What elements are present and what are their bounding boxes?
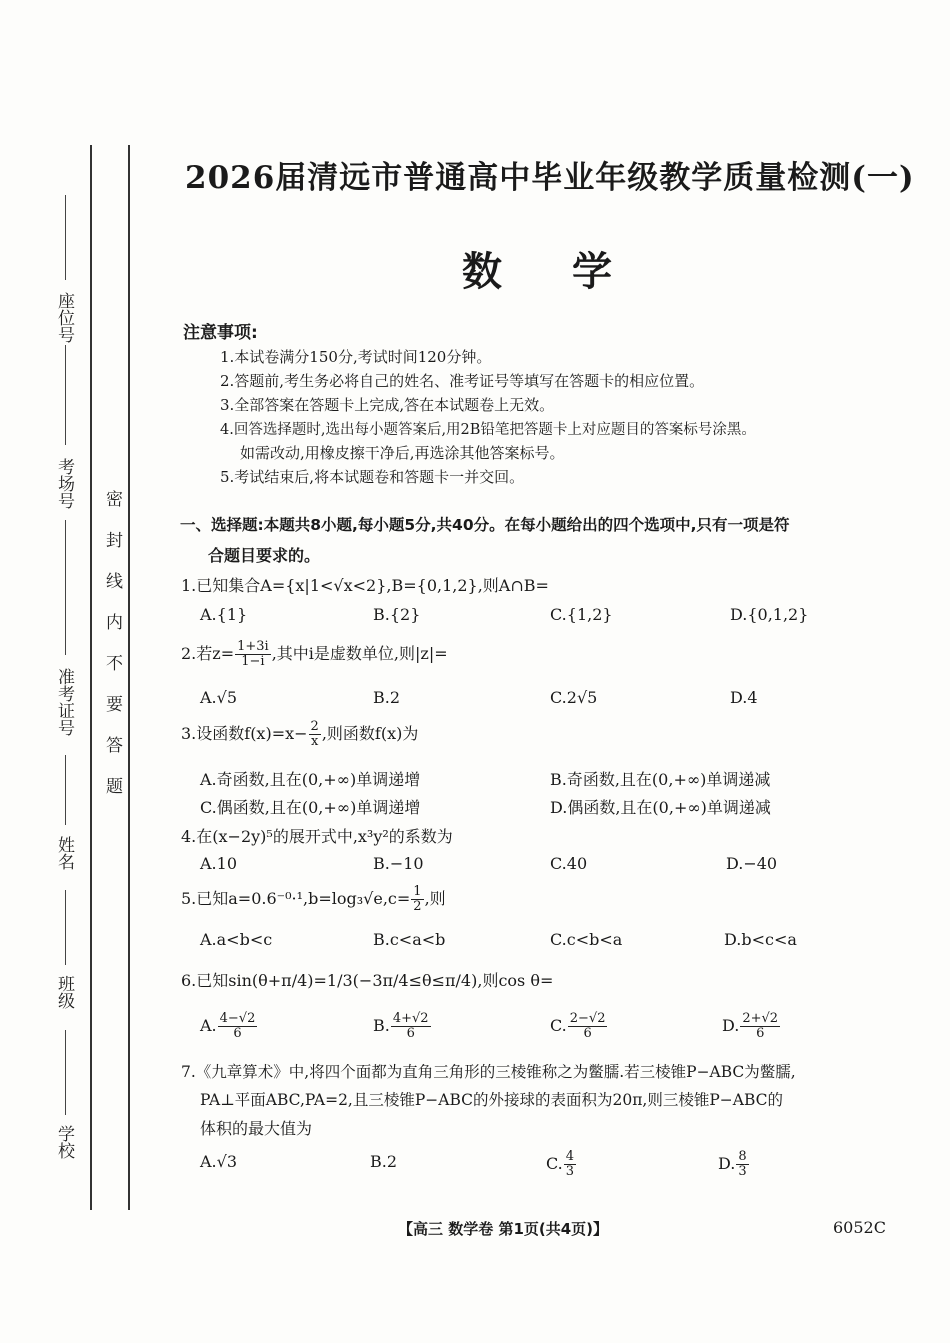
- question-1-option-c: C.{1,2}: [550, 605, 613, 624]
- question-4-option-c: C.40: [550, 854, 588, 873]
- notice-item: 1.本试卷满分150分,考试时间120分钟。: [220, 348, 492, 366]
- option-label: B.: [373, 1016, 390, 1035]
- question-6-option-a: [200, 1012, 258, 1041]
- question-4-option-b: B.−10: [373, 854, 424, 873]
- option-fraction: [564, 1150, 576, 1179]
- question-5-stem-pre: 5.已知a=0.6⁻⁰·¹,b=log₃√e,c=: [181, 889, 411, 908]
- question-7-stem-line: 7.《九章算术》中,将四个面都为直角三角形的三棱锥称之为鳖臑.若三棱锥P−ABC为鳖臑,: [181, 1063, 796, 1081]
- option-denominator: 3: [738, 1164, 747, 1179]
- binding-line-right: [128, 145, 130, 1210]
- option-label: A.: [200, 1016, 217, 1035]
- question-3-option-b: B.奇函数,且在(0,+∞)单调递减: [550, 770, 771, 789]
- option-label: D.: [722, 1016, 740, 1035]
- question-1-option-d: D.{0,1,2}: [730, 605, 809, 624]
- question-7-option-a: A.√3: [200, 1152, 238, 1171]
- question-2-option-a: A.√5: [200, 688, 238, 707]
- name-blank[interactable]: [65, 755, 66, 825]
- question-5-stem-post: ,则: [424, 889, 446, 908]
- question-2-denominator: 1−i: [241, 654, 265, 669]
- option-denominator: 3: [565, 1164, 575, 1179]
- question-6-stem: 6.已知sin(θ+π/4)=1/3(−3π/4≤θ≤π/4),则cos θ=: [181, 971, 554, 990]
- option-label: C.: [550, 1016, 567, 1035]
- notice-item: 2.答题前,考生务必将自己的姓名、准考证号等填写在答题卡的相应位置。: [220, 372, 705, 390]
- binding-line-left: [90, 145, 92, 1210]
- question-3-option-d: D.偶函数,且在(0,+∞)单调递减: [550, 798, 771, 817]
- option-fraction: [736, 1150, 748, 1179]
- notice-heading: 注意事项:: [183, 323, 258, 343]
- option-fraction: [740, 1012, 780, 1041]
- question-3-stem-post: ,则函数f(x)为: [321, 724, 419, 743]
- question-3-option-c: C.偶函数,且在(0,+∞)单调递增: [200, 798, 421, 817]
- option-numerator: 4−√2: [219, 1011, 256, 1026]
- option-label: D.: [718, 1154, 736, 1173]
- school-label: 学校: [54, 1125, 74, 1159]
- section-heading-continued: 合题目要求的。: [208, 546, 321, 565]
- question-7-stem-line: 体积的最大值为: [200, 1119, 313, 1138]
- question-5-denominator: 2: [413, 899, 422, 914]
- question-3-option-a: A.奇函数,且在(0,+∞)单调递增: [200, 770, 421, 789]
- option-fraction: [568, 1012, 608, 1041]
- section-heading: 一、选择题:本题共8小题,每小题5分,共40分。在每小题给出的四个选项中,只有一项是符: [180, 516, 790, 534]
- question-2-option-b: B.2: [373, 688, 401, 707]
- question-2-stem: [181, 640, 448, 669]
- option-numerator: 8: [738, 1149, 747, 1164]
- exam-room-label: 考场号: [54, 458, 74, 509]
- question-4-stem: 4.在(x−2y)⁵的展开式中,x³y²的系数为: [181, 827, 453, 846]
- option-numerator: 2−√2: [569, 1011, 606, 1026]
- question-6-option-b: [373, 1012, 432, 1041]
- option-fraction: [218, 1012, 258, 1041]
- option-label: C.: [546, 1154, 563, 1173]
- question-3-stem-pre: 3.设函数f(x)=x−: [181, 724, 308, 743]
- question-2-stem-pre: 2.若z=: [181, 644, 235, 663]
- notice-item: 4.回答选择题时,选出每小题答案后,用2B铅笔把答题卡上对应题目的答案标号涂黑。: [220, 422, 756, 438]
- question-3-denominator: x: [311, 734, 319, 749]
- option-denominator: 6: [406, 1026, 415, 1041]
- class-label: 班级: [54, 975, 74, 1009]
- question-7-stem-line: PA⊥平面ABC,PA=2,且三棱锥P−ABC的外接球的表面积为20π,则三棱锥P−ABC的: [200, 1091, 783, 1109]
- exam-title: 2026届清远市普通高中毕业年级教学质量检测(一): [185, 160, 915, 196]
- option-fraction: [391, 1012, 431, 1041]
- question-2-option-d: D.4: [730, 688, 758, 707]
- question-2-fraction: [235, 640, 271, 669]
- question-7-option-b: B.2: [370, 1152, 398, 1171]
- admission-number-label: 准考证号: [54, 668, 74, 736]
- option-numerator: 4+√2: [392, 1011, 429, 1026]
- seat-number-blank[interactable]: [65, 195, 66, 280]
- question-3-fraction: [309, 720, 321, 749]
- seat-number-label: 座位号: [54, 292, 74, 343]
- question-1-option-a: A.{1}: [200, 605, 248, 624]
- option-denominator: 6: [233, 1026, 242, 1041]
- question-3-numerator: 2: [310, 719, 319, 734]
- school-blank[interactable]: [65, 1030, 66, 1115]
- notice-item: 3.全部答案在答题卡上完成,答在本试题卷上无效。: [220, 396, 555, 414]
- option-numerator: 4: [565, 1149, 575, 1164]
- question-5-fraction: [411, 885, 423, 914]
- notice-item-continued: 如需改动,用橡皮擦干净后,再选涂其他答案标号。: [240, 444, 565, 462]
- question-1-option-b: B.{2}: [373, 605, 421, 624]
- option-denominator: 6: [756, 1026, 765, 1041]
- question-5-option-b: B.c<a<b: [373, 930, 446, 949]
- question-5-option-c: C.c<b<a: [550, 930, 623, 949]
- admission-number-blank[interactable]: [65, 520, 66, 655]
- page-footer: 【高三 数学卷 第1页(共4页)】: [398, 1220, 609, 1238]
- question-7-option-d: [718, 1150, 750, 1179]
- exam-room-blank[interactable]: [65, 345, 66, 445]
- question-6-option-d: [722, 1012, 781, 1041]
- question-2-numerator: 1+3i: [237, 639, 269, 654]
- question-5-option-d: D.b<c<a: [724, 930, 797, 949]
- question-5-option-a: A.a<b<c: [200, 930, 273, 949]
- question-5-stem: [181, 885, 446, 914]
- subject-title: 数学: [462, 249, 682, 295]
- option-denominator: 6: [583, 1026, 592, 1041]
- notice-item: 5.考试结束后,将本试题卷和答题卡一并交回。: [220, 468, 525, 486]
- paper-code: 6052C: [833, 1218, 886, 1237]
- option-numerator: 2+√2: [742, 1011, 779, 1026]
- question-6-option-c: [550, 1012, 608, 1041]
- question-1-stem: 1.已知集合A={x|1<√x<2},B={0,1,2},则A∩B=: [181, 576, 549, 595]
- name-label: 姓名: [54, 836, 74, 870]
- question-2-stem-post: ,其中i是虚数单位,则|z|=: [271, 644, 448, 663]
- question-4-option-a: A.10: [200, 854, 237, 873]
- question-7-option-c: [546, 1150, 577, 1179]
- question-3-stem: [181, 720, 418, 749]
- question-4-option-d: D.−40: [726, 854, 778, 873]
- question-2-option-c: C.2√5: [550, 688, 598, 707]
- seal-warning: 密封线内不要答题: [102, 490, 122, 818]
- question-5-numerator: 1: [413, 884, 422, 899]
- class-blank[interactable]: [65, 890, 66, 965]
